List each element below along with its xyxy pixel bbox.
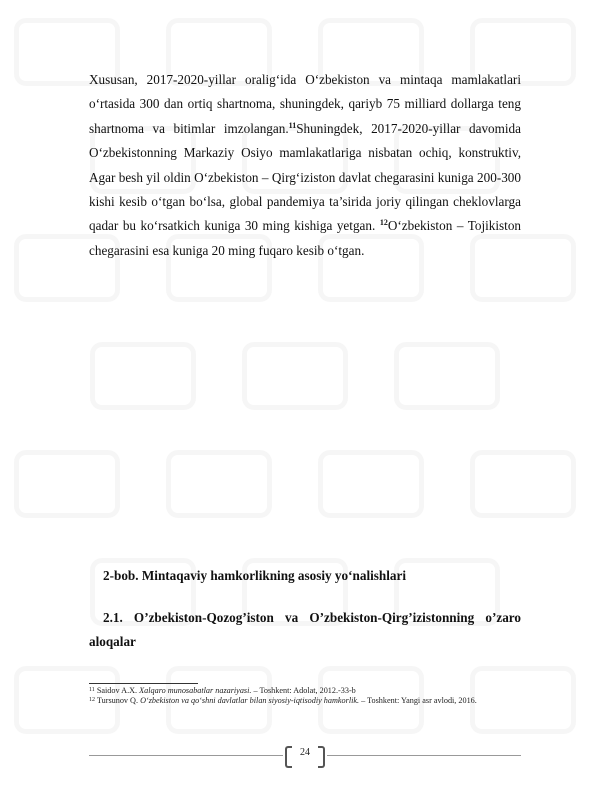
footnote-separator [89, 683, 198, 684]
footer-rule-left [89, 755, 283, 756]
chapter-heading: 2-bob. Mintaqaviy hamkorlikning asosiy yo‘nalishlari [103, 568, 407, 583]
page-number: 24 [300, 747, 310, 758]
page-footer [89, 744, 521, 766]
footnote-title: Xalqaro munosabatlar nazariyasi. [139, 686, 252, 695]
footnote-publisher: – Toshkent: Adolat, 2012.-33-b [251, 686, 356, 695]
footnote-author: Saidov A.X. [96, 686, 140, 695]
body-text-part-2: Shuningdek, 2017-2020-yillar davomida O‘zbekistonning Markaziy Osiyo mamlakatlariga nisbatan ochiq, konstruktiv, Agar besh yil oldin O‘zbekiston – Qirg‘iziston davlat chegarasini kuniga 200-300 kishi kesib o‘tgan bo‘lsa, global pandemiya ta’sirida joriy qilingan cheklovlarga qadar bu ko‘rsatkich kuniga 30 ming kishiga yetgan. [89, 120, 521, 234]
footnote-ref-12[interactable]: 12 [379, 218, 388, 228]
footnote-number: 11 [89, 687, 95, 693]
body-text-part-3: O‘zbekiston – Tojikiston chegarasini esa kuniga 20 ming fuqaro kesib o‘tgan. [89, 218, 522, 258]
bracket-right-icon [318, 746, 325, 768]
footnote-12 [89, 696, 521, 706]
footnote-author: Tursunov Q. [96, 696, 141, 706]
footer-rule-right [327, 755, 521, 756]
body-text-part-1: Xususan, 2017-2020-yillar oralig‘ida O‘zbekiston va mintaqa mamlakatlari o‘rtasida 300 dan ortiq shartnoma, shuningdek, qariyb 75 milliard dollarga teng shartnoma va bitimlar imzolangan. [89, 72, 521, 136]
footnotes [89, 686, 521, 707]
bracket-left-icon [285, 746, 292, 768]
footnote-11 [89, 686, 521, 696]
body-paragraph [89, 68, 521, 263]
footnote-publisher: – Toshkent: Yangi asr avlodi, 2016. [359, 696, 477, 706]
footnote-number: 12 [89, 697, 95, 704]
footnote-ref-11[interactable]: 11 [288, 120, 297, 130]
section-heading: 2.1. O’zbekiston-Qozog’iston va O’zbekiston-Qirg’izistonning o’zaro aloqalar [89, 610, 521, 649]
footnote-title: O‘zbekiston va qo‘shni davlatlar bilan siyosiy-iqtisodiy hamkorlik. [140, 696, 360, 706]
